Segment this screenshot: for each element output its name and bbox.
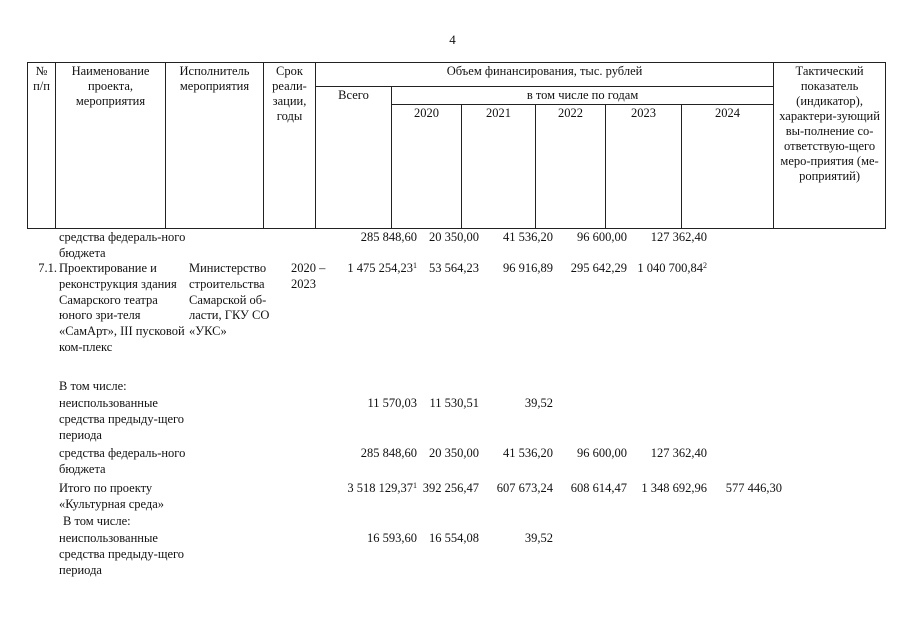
row-2022: 96 600,00 [577, 230, 627, 244]
table-row [27, 261, 885, 379]
table-row [27, 481, 885, 514]
row-name: В том числе: [63, 514, 131, 528]
table-row [27, 230, 885, 261]
row-2020: 20 350,00 [429, 230, 479, 244]
row-2021: 96 916,89 [503, 261, 553, 275]
row-2023: 1 348 692,96 [641, 481, 707, 495]
row-2021: 41 536,20 [503, 446, 553, 460]
row-name: средства федераль-ного бюджета [59, 446, 186, 476]
header-year-2022: 2022 [536, 105, 606, 229]
row-name: средства федераль-ного бюджета [59, 230, 186, 260]
row-2024: 577 446,30 [725, 481, 782, 495]
row-2022: 96 600,00 [577, 446, 627, 460]
row-total: 1 475 254,23$^1$ [347, 261, 417, 275]
header-year-2023: 2023 [606, 105, 682, 229]
row-name: Проектирование и реконструкция здания Самарского театра юного зри-теля «СамАрт», III пусковой ком-плекс [59, 261, 185, 354]
row-total: 285 848,60 [360, 446, 417, 460]
table-row [27, 396, 885, 446]
header-funding: Объем финансирования, тыс. рублей [316, 63, 774, 87]
row-2021: 41 536,20 [503, 230, 553, 244]
header-indicator: Тактический показатель (индикатор), характери-зующий вы-полнение со-ответствую-щего меро-приятия (ме-роприятий) [774, 63, 886, 229]
header-exec: Исполнитель мероприятия [166, 63, 264, 229]
row-2020: 20 350,00 [429, 446, 479, 460]
row-total: 3 518 129,37$^1$ [347, 481, 417, 495]
header-year-2024: 2024 [682, 105, 774, 229]
row-2023: 127 362,40 [650, 446, 707, 460]
row-num: 7.1. [38, 261, 57, 275]
header-term: Срок реали-зации, годы [264, 63, 316, 229]
footnote-mark: 1 [413, 481, 417, 490]
row-2021: 607 673,24 [496, 481, 553, 495]
row-2022: 295 642,29 [570, 261, 627, 275]
header-name: Наименование проекта, мероприятия [56, 63, 166, 229]
row-2022: 608 614,47 [570, 481, 627, 495]
row-total: 11 570,03 [367, 396, 417, 410]
header-year-2021: 2021 [462, 105, 536, 229]
row-total: 285 848,60 [360, 230, 417, 244]
table-body [27, 230, 885, 581]
row-name: неиспользованные средства предыду-щего периода [59, 396, 185, 442]
table-header [27, 62, 886, 229]
table-row [27, 379, 885, 396]
row-term: 2020 – 2023 [291, 261, 326, 291]
row-name: неиспользованные средства предыду-щего периода [59, 531, 185, 577]
row-name: В том числе: [59, 379, 127, 393]
table-row [27, 514, 885, 531]
row-2023: 127 362,40 [650, 230, 707, 244]
row-total: 16 593,60 [367, 531, 417, 545]
page-number: 4 [449, 32, 456, 47]
row-exec: Министерство строительства Самарской об-ласти, ГКУ СО «УКС» [189, 261, 270, 339]
header-year-2020: 2020 [392, 105, 462, 229]
footnote-mark: 1 [413, 261, 417, 270]
row-2020: 392 256,47 [422, 481, 479, 495]
row-2021: 39,52 [524, 396, 553, 410]
header-total: Всего [316, 87, 392, 229]
row-2020: 53 564,23 [429, 261, 479, 275]
row-2020: 16 554,08 [429, 531, 479, 545]
table-row [27, 531, 885, 581]
table-row [27, 446, 885, 481]
row-2023: 1 040 700,84$^2$ [637, 261, 707, 275]
footnote-mark: 2 [703, 261, 707, 270]
row-2021: 39,52 [524, 531, 553, 545]
header-by-years: в том числе по годам [392, 87, 774, 105]
row-2020: 11 530,51 [429, 396, 479, 410]
row-name: Итого по проекту «Культурная среда» [59, 481, 165, 511]
header-num: № п/п [28, 63, 56, 229]
